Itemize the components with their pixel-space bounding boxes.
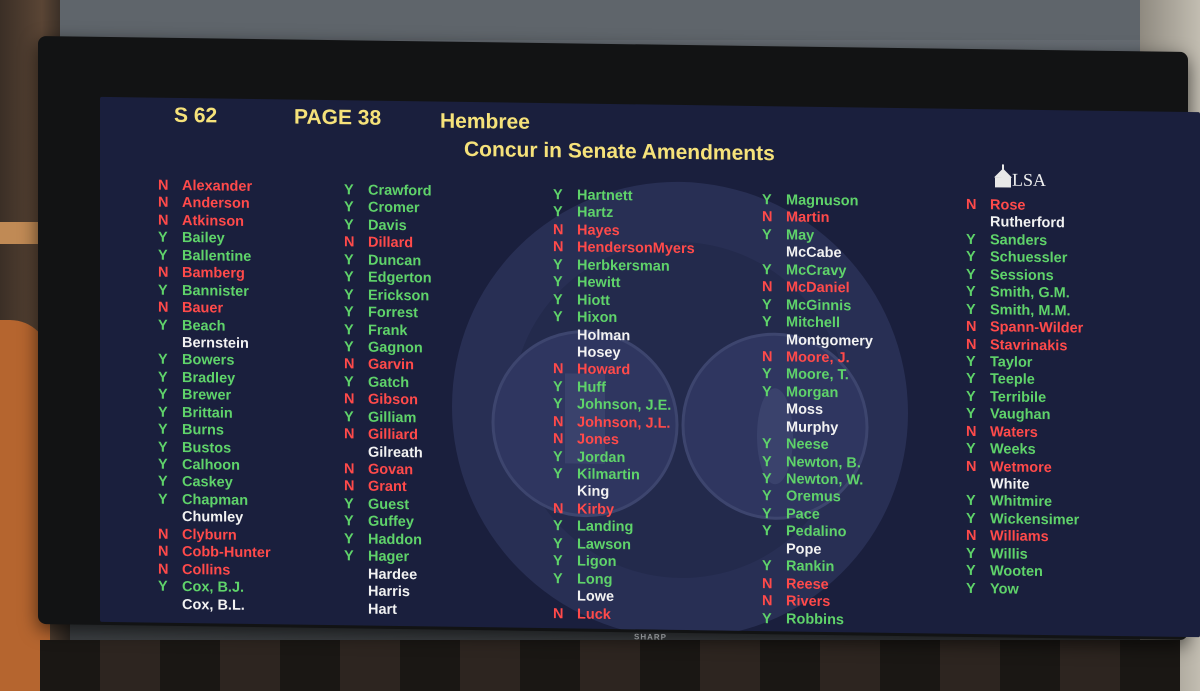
vote-indicator: Y (344, 269, 354, 286)
member-name: Smith, G.M. (990, 284, 1070, 302)
member-name: Weeks (990, 441, 1036, 459)
vote-indicator: Y (344, 339, 354, 356)
vote-indicator: Y (158, 439, 168, 456)
vote-indicator: Y (762, 192, 772, 209)
member-name: Cobb-Hunter (182, 544, 271, 562)
member-name: Hager (368, 548, 410, 566)
vote-indicator: Y (966, 545, 976, 562)
member-name: McDaniel (786, 279, 850, 297)
member-name: Johnson, J.L. (577, 414, 671, 432)
member-name: Hewitt (577, 274, 621, 292)
vote-indicator: N (553, 501, 564, 518)
member-name: Forrest (368, 304, 418, 322)
vote-indicator: N (158, 212, 169, 229)
member-name: Wickensimer (990, 511, 1080, 529)
vote-indicator: Y (158, 404, 168, 421)
vote-indicator: N (553, 413, 564, 430)
vote-indicator: Y (966, 563, 976, 580)
member-name: Neese (786, 436, 829, 454)
member-name: Johnson, J.E. (577, 396, 672, 415)
member-name: Rivers (786, 593, 831, 611)
vote-indicator: Y (966, 301, 976, 318)
vote-column-2 (344, 182, 564, 621)
member-name: Wooten (990, 563, 1043, 581)
member-name: Newton, B. (786, 453, 861, 472)
vote-indicator: Y (966, 388, 976, 405)
member-name: Crawford (368, 182, 432, 200)
vote-indicator: Y (762, 261, 772, 278)
member-name: Hartz (577, 204, 614, 222)
member-name: McCabe (786, 244, 842, 262)
member-name: Cox, B.J. (182, 579, 245, 596)
member-name: Chapman (182, 491, 249, 509)
vote-indicator: N (344, 426, 355, 443)
member-name: Mitchell (786, 314, 840, 332)
lsa-logo (993, 163, 1073, 192)
vote-indicator: Y (762, 314, 772, 331)
vote-indicator: N (344, 234, 355, 251)
member-name: May (786, 227, 815, 244)
vote-indicator: Y (158, 578, 168, 595)
member-name: Murphy (786, 419, 839, 436)
capitol-icon (993, 163, 1013, 189)
member-name: Williams (990, 528, 1049, 546)
vote-indicator: N (553, 222, 564, 239)
member-name: Yow (990, 580, 1019, 598)
vote-indicator: Y (158, 474, 168, 491)
vote-indicator: Y (158, 317, 168, 334)
member-name: Spann-Wilder (990, 319, 1084, 337)
motion-title: Concur in Senate Amendments (464, 137, 775, 166)
member-name: Rutherford (990, 214, 1065, 232)
tv-bezel (38, 36, 1188, 640)
ceiling (60, 0, 1140, 40)
member-name: Hiott (577, 292, 611, 309)
vote-indicator: Y (344, 513, 354, 530)
vote-indicator: N (762, 279, 773, 296)
tv-brand-label: SHARP (634, 632, 668, 642)
member-name: Jones (577, 431, 619, 449)
member-name: Gilliard (368, 426, 418, 444)
lsa-logo-text: LSA (1012, 169, 1047, 191)
member-name: Pace (786, 506, 820, 523)
vote-indicator: N (344, 391, 355, 408)
vote-indicator: N (762, 209, 773, 226)
member-name: Jordan (577, 449, 626, 466)
member-name: Guest (368, 496, 410, 514)
vote-indicator: Y (762, 471, 772, 488)
vote-indicator: Y (344, 304, 354, 321)
vote-indicator: Y (344, 408, 354, 426)
vote-indicator: N (966, 318, 977, 336)
vote-indicator: N (553, 239, 564, 256)
member-name: Anderson (182, 195, 250, 213)
member-row (344, 601, 564, 622)
member-name: Ligon (577, 553, 617, 571)
vote-indicator: N (158, 299, 169, 316)
member-name: Pope (786, 541, 822, 558)
member-name: Beach (182, 317, 226, 335)
vote-indicator: Y (158, 229, 168, 247)
member-name: Schuessler (990, 249, 1068, 267)
vote-indicator: Y (966, 353, 976, 371)
member-name: White (990, 476, 1030, 493)
member-name: Kirby (577, 501, 615, 518)
member-name: Davis (368, 217, 407, 234)
vote-indicator: Y (344, 199, 354, 216)
vote-indicator: Y (553, 448, 563, 465)
vote-indicator: Y (158, 247, 168, 264)
member-name: HendersonMyers (577, 239, 695, 258)
member-name: Hartnett (577, 187, 633, 205)
member-name: Lawson (577, 536, 631, 554)
vote-indicator: Y (344, 182, 354, 199)
member-name: Erickson (368, 287, 430, 305)
vote-indicator: N (158, 264, 169, 281)
vote-indicator: N (966, 196, 977, 214)
vote-indicator: N (762, 349, 773, 366)
bill-sponsor: Hembree (440, 109, 530, 134)
member-name: Guffey (368, 513, 414, 531)
member-name: McGinnis (786, 297, 852, 314)
vote-indicator: Y (158, 386, 168, 404)
member-name: Gilliam (368, 409, 417, 426)
member-name: Sessions (990, 267, 1054, 284)
member-name: Harris (368, 583, 410, 601)
member-name: Atkinson (182, 212, 245, 230)
vote-indicator: Y (966, 231, 976, 248)
vote-indicator: Y (966, 371, 976, 388)
vote-indicator: Y (344, 321, 354, 338)
vote-column-5 (966, 197, 1186, 601)
member-name: Vaughan (990, 406, 1051, 424)
member-name: Moore, J. (786, 349, 850, 367)
member-name: Moss (786, 401, 824, 419)
member-name: Bustos (182, 439, 232, 457)
member-name: Robbins (786, 610, 844, 628)
member-name: Gagnon (368, 339, 423, 357)
member-name: Terribile (990, 389, 1047, 406)
member-name: Caskey (182, 474, 233, 492)
member-name: Hixon (577, 309, 618, 327)
member-name: Gibson (368, 391, 418, 409)
vote-column-4 (762, 192, 982, 631)
member-name: Bamberg (182, 265, 245, 283)
member-name: Newton, W. (786, 471, 864, 489)
member-name: Dillard (368, 234, 414, 252)
member-name: Holman (577, 326, 631, 344)
member-name: Teeple (990, 371, 1035, 389)
member-name: Bowers (182, 352, 235, 370)
member-name: Bauer (182, 300, 224, 317)
vote-indicator: Y (966, 249, 976, 266)
vote-board-screen (100, 97, 1200, 637)
member-name: Hardee (368, 566, 418, 583)
vote-indicator: Y (158, 491, 168, 508)
member-name: Garvin (368, 356, 414, 374)
vote-indicator: N (966, 423, 977, 440)
member-name: Montgomery (786, 331, 873, 350)
member-name: Gilreath (368, 444, 423, 461)
member-name: Cromer (368, 200, 420, 217)
member-name: Howard (577, 361, 631, 379)
member-name: Frank (368, 322, 408, 339)
vote-indicator: N (344, 461, 355, 478)
member-name: Stavrinakis (990, 336, 1068, 354)
vote-indicator: N (158, 561, 169, 578)
member-name: Bailey (182, 230, 225, 247)
member-name: Taylor (990, 354, 1033, 371)
page-number: PAGE 38 (294, 105, 382, 130)
vote-indicator: Y (553, 256, 563, 274)
vote-indicator: Y (344, 530, 354, 548)
member-name: Duncan (368, 252, 422, 270)
vote-indicator: N (553, 431, 564, 448)
member-name: Rose (990, 197, 1026, 214)
vote-indicator: N (553, 605, 564, 622)
vote-indicator: Y (966, 510, 976, 527)
vote-indicator: Y (966, 493, 976, 510)
vote-indicator: Y (762, 523, 772, 540)
member-name: Brewer (182, 387, 232, 404)
vote-indicator: N (966, 458, 977, 475)
member-row (966, 581, 1186, 602)
member-name: Landing (577, 518, 634, 536)
vote-indicator: Y (762, 558, 772, 575)
member-name: Hosey (577, 344, 621, 362)
member-name: Bradley (182, 369, 236, 387)
vote-indicator: N (762, 575, 773, 592)
vote-indicator: N (344, 356, 355, 373)
member-name: Huff (577, 379, 606, 396)
vote-indicator: N (344, 478, 355, 495)
member-name: Bernstein (182, 334, 249, 352)
member-name: Clyburn (182, 526, 237, 544)
vote-indicator: Y (344, 496, 354, 513)
member-name: Martin (786, 209, 830, 227)
vote-indicator: Y (762, 505, 772, 523)
member-name: Herbkersman (577, 257, 670, 275)
member-name: Sanders (990, 232, 1048, 249)
vote-indicator: Y (344, 548, 354, 565)
vote-indicator: Y (762, 610, 772, 627)
member-name: Moore, T. (786, 366, 849, 384)
member-name: Brittain (182, 404, 233, 422)
member-name: Collins (182, 561, 231, 579)
vote-indicator: Y (553, 553, 563, 570)
vote-indicator: Y (966, 266, 976, 283)
member-name: Edgerton (368, 269, 432, 287)
vote-indicator: Y (158, 369, 168, 386)
vote-indicator: N (158, 526, 169, 543)
vote-indicator: Y (553, 466, 563, 483)
member-name: Burns (182, 422, 224, 439)
vote-indicator: N (158, 177, 169, 194)
member-name: Hayes (577, 222, 620, 239)
vote-indicator: Y (762, 296, 772, 313)
vote-indicator: Y (344, 217, 354, 234)
member-name: Govan (368, 461, 414, 479)
vote-indicator: Y (344, 251, 354, 269)
member-name: Bannister (182, 282, 249, 300)
vote-indicator: Y (762, 366, 772, 383)
member-name: Lowe (577, 588, 615, 606)
vote-indicator: Y (966, 284, 976, 301)
bill-number: S 62 (174, 103, 218, 128)
vote-indicator: Y (966, 441, 976, 458)
vote-indicator: N (158, 543, 169, 560)
vote-indicator: N (966, 528, 977, 545)
member-name: Luck (577, 605, 611, 623)
balcony-railing (40, 640, 1180, 691)
vote-indicator: Y (762, 488, 772, 505)
vote-indicator: Y (762, 453, 772, 470)
vote-indicator: Y (966, 580, 976, 597)
vote-indicator: Y (344, 374, 354, 391)
member-name: Hart (368, 601, 398, 618)
member-name: Calhoon (182, 456, 240, 474)
member-name: Waters (990, 423, 1038, 441)
member-name: McCravy (786, 262, 847, 280)
member-name: Chumley (182, 509, 244, 527)
vote-indicator: Y (762, 226, 772, 244)
vote-indicator: Y (344, 286, 354, 304)
member-name: Long (577, 571, 613, 588)
member-name: King (577, 483, 610, 501)
member-name: Haddon (368, 531, 422, 549)
vote-indicator: Y (762, 436, 772, 453)
vote-indicator: Y (158, 352, 168, 369)
vote-indicator: Y (553, 309, 563, 326)
member-name: Ballentine (182, 247, 252, 265)
member-name: Morgan (786, 384, 839, 401)
vote-indicator: N (966, 336, 977, 353)
member-name: Pedalino (786, 523, 847, 541)
member-name: Oremus (786, 488, 841, 506)
member-name: Grant (368, 479, 407, 496)
vote-indicator: N (158, 195, 169, 212)
vote-indicator: Y (553, 274, 563, 291)
vote-indicator: Y (553, 378, 563, 396)
vote-indicator: Y (553, 187, 563, 204)
vote-indicator: N (553, 361, 564, 378)
member-name: Magnuson (786, 192, 859, 210)
member-name: Kilmartin (577, 466, 640, 484)
vote-indicator: Y (966, 406, 976, 423)
member-row (553, 606, 773, 627)
member-name: Rankin (786, 558, 835, 576)
vote-indicator: Y (158, 421, 168, 438)
vote-indicator: Y (553, 518, 563, 535)
vote-indicator: Y (158, 282, 168, 299)
member-name: Willis (990, 546, 1028, 563)
vote-indicator: Y (158, 456, 168, 473)
vote-indicator: Y (553, 535, 563, 553)
vote-indicator: Y (553, 204, 563, 221)
member-name: Smith, M.M. (990, 301, 1071, 320)
member-row (762, 611, 982, 632)
member-name: Whitmire (990, 493, 1053, 511)
member-name: Gatch (368, 374, 410, 391)
vote-indicator: N (762, 593, 773, 610)
vote-indicator: Y (553, 396, 563, 413)
member-name: Alexander (182, 177, 253, 195)
member-name: Cox, B.L. (182, 596, 245, 614)
vote-indicator: Y (553, 291, 563, 308)
member-name: Wetmore (990, 458, 1052, 476)
vote-indicator: Y (553, 570, 563, 587)
vote-indicator: Y (762, 383, 772, 401)
member-name: Reese (786, 576, 829, 593)
vote-column-3 (553, 187, 773, 626)
